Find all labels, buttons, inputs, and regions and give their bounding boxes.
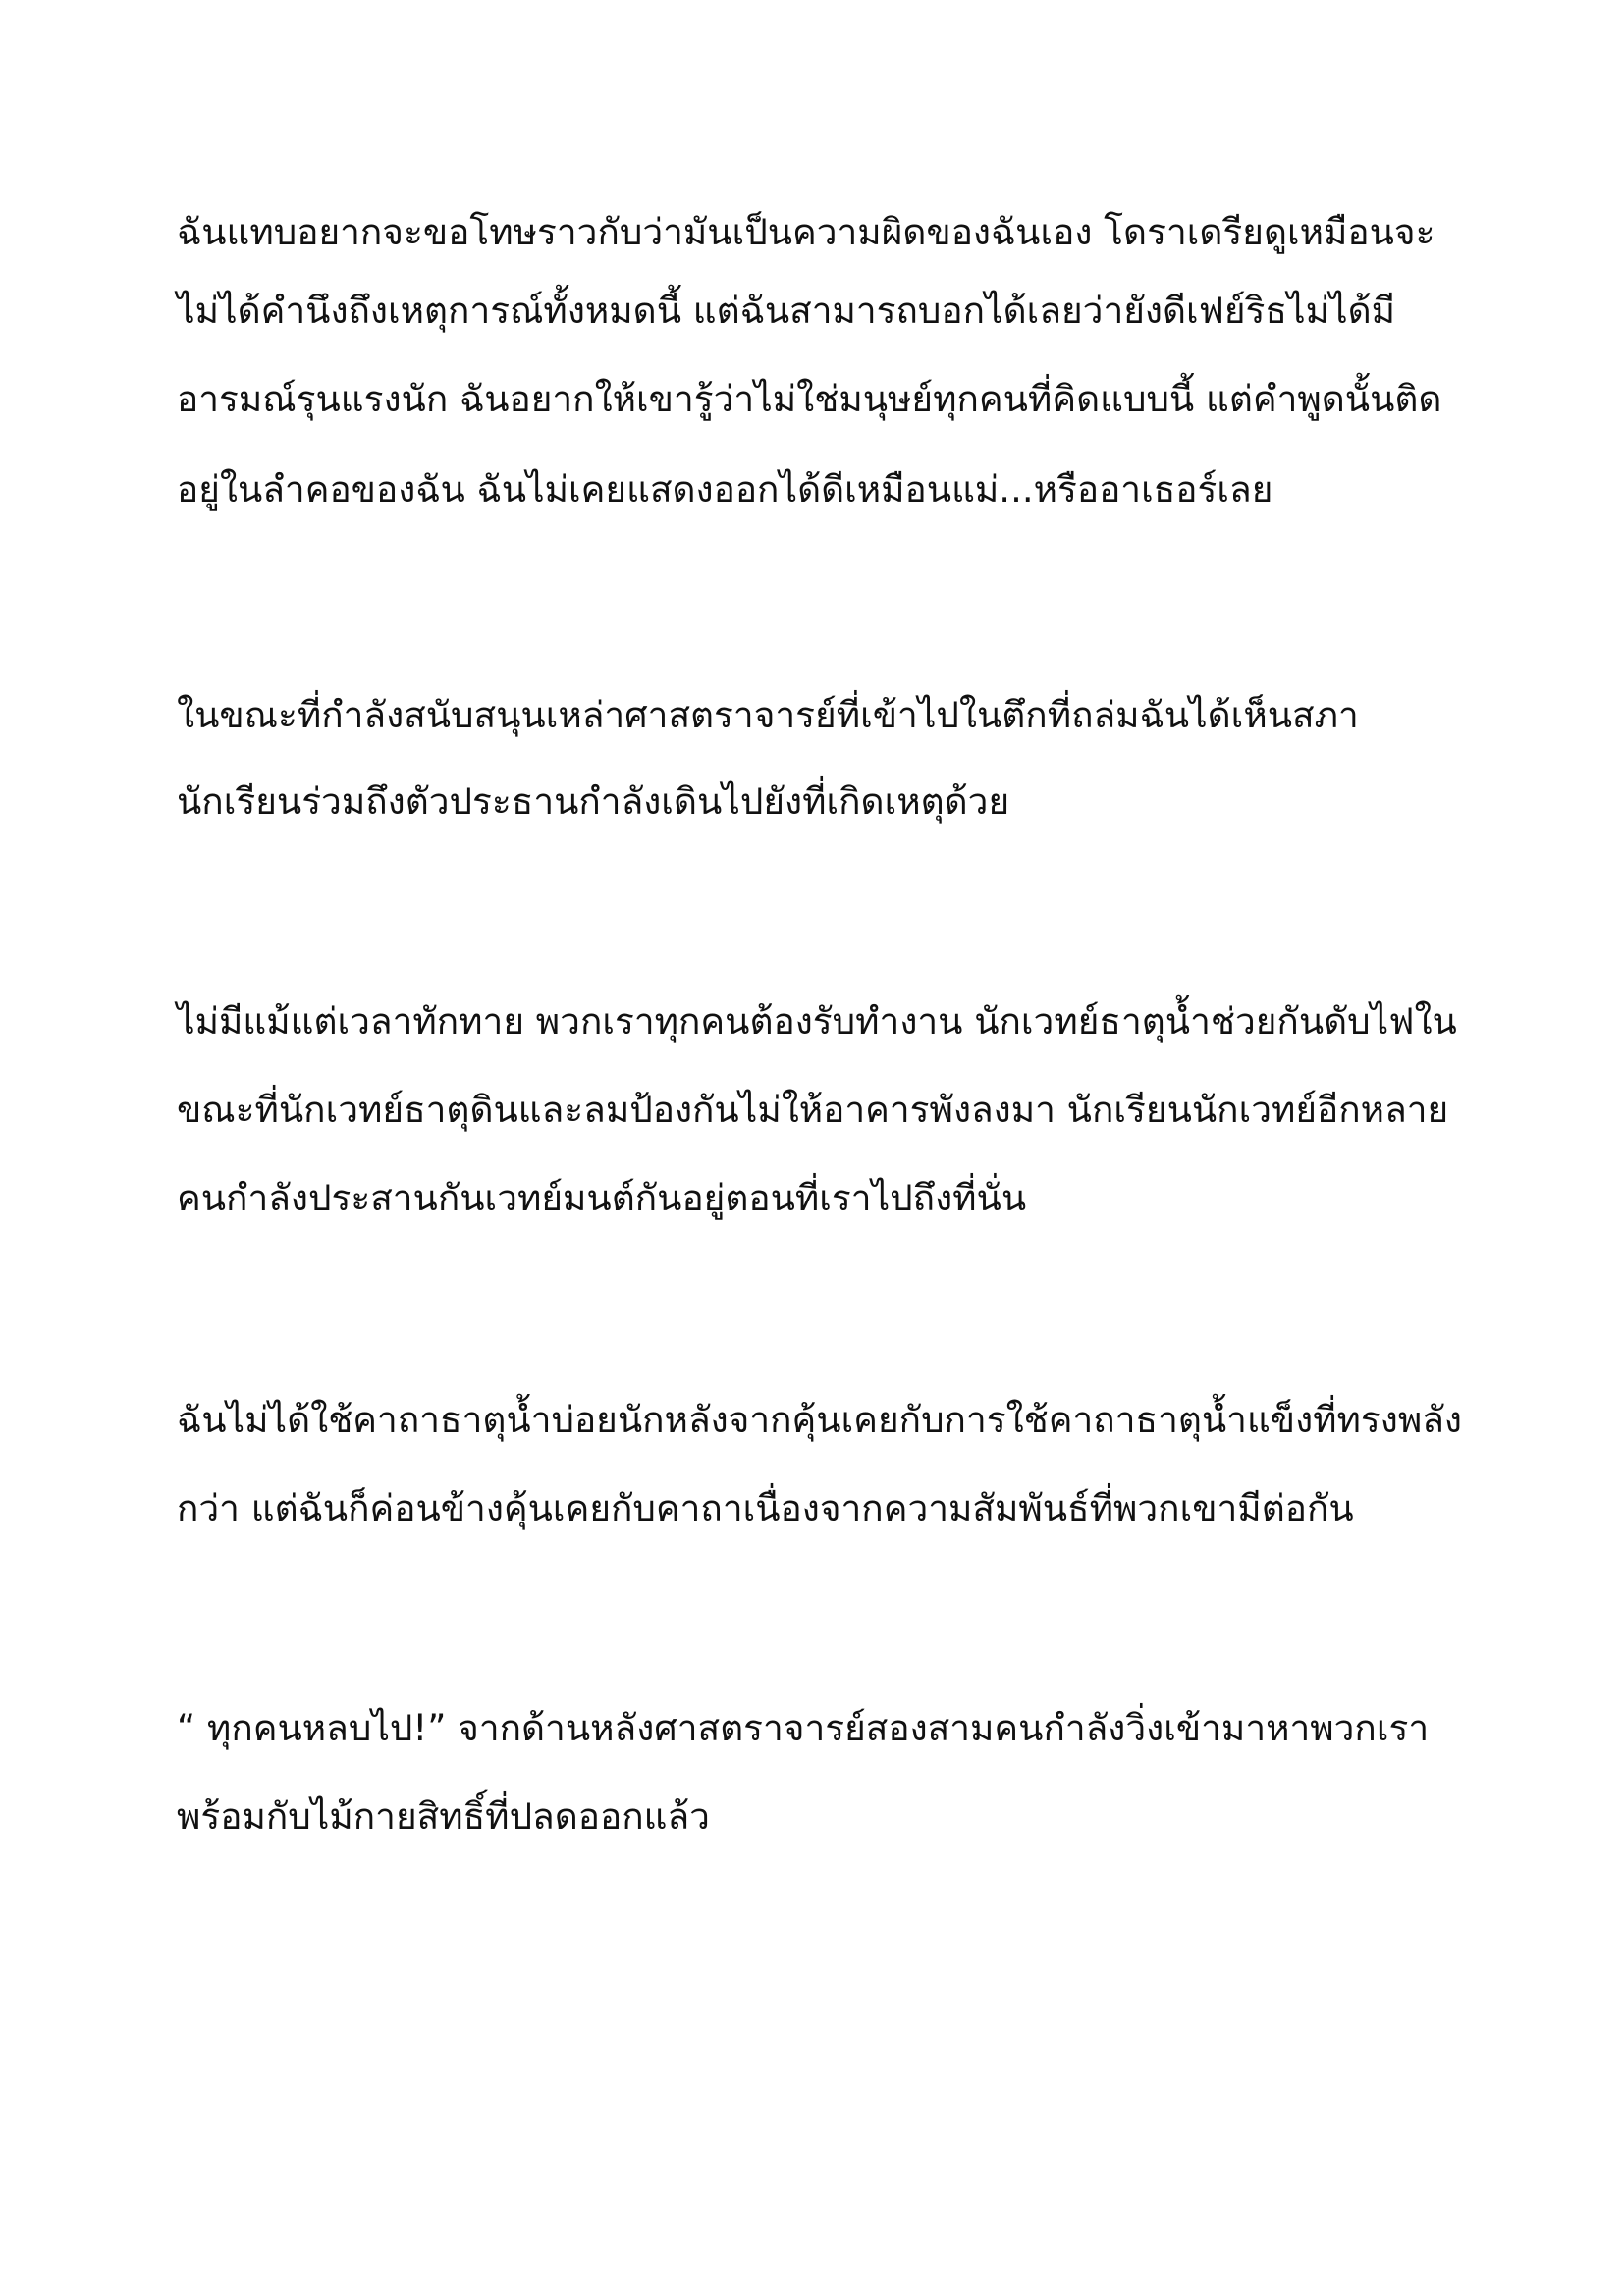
paragraph-2-line-2: นักเรียนร่วมถึงตัวประธานกำลังเดินไปยังที่เกิดเหตุด้วย <box>177 780 1010 823</box>
paragraph-1-line-4: อยู่ในลำคอของฉัน ฉันไม่เคยแสดงออกได้ดีเหมือนแม่...หรืออาเธอร์เลย <box>177 468 1273 510</box>
paragraph-3-line-3: คนกำลังประสานกันเวทย์มนต์กันอยู่ตอนที่เราไปถึงที่นั่น <box>177 1177 1027 1219</box>
paragraph-5-line-1: “ ทุกคนหลบไป!” จากด้านหลังศาสตราจารย์สองสามคนกำลังวิ่งเข้ามาหาพวกเรา <box>177 1707 1430 1749</box>
paragraph-5-line-2: พร้อมกับไม้กายสิทธิ์ที่ปลดออกแล้ว <box>177 1795 710 1838</box>
paragraph-1-line-3: อารมณ์รุนแรงนัก ฉันอยากให้เขารู้ว่าไม่ใช่มนุษย์ทุกคนที่คิดแบบนี้ แต่คำพูดนั้นติด <box>177 378 1442 420</box>
paragraph-1-line-1: ฉันแทบอยากจะขอโทษราวกับว่ามันเป็นความผิดของฉันเอง โดราเดรียดูเหมือนจะ <box>177 211 1435 253</box>
paragraph-4-line-2: กว่า แต่ฉันก็ค่อนข้างคุ้นเคยกับคาถาเนื่องจากความสัมพันธ์ที่พวกเขามีต่อกัน <box>177 1487 1354 1529</box>
paragraph-3-line-2: ขณะที่นักเวทย์ธาตุดินและลมป้องกันไม่ให้อาคารพังลงมา นักเรียนนักเวทย์อีกหลาย <box>177 1089 1449 1131</box>
paragraph-3-line-1: ไม่มีแม้แต่เวลาทักทาย พวกเราทุกคนต้องรับทำงาน นักเวทย์ธาตุน้ำช่วยกันดับไฟใน <box>177 1000 1457 1042</box>
paragraph-2-line-1: ในขณะที่กำลังสนับสนุนเหล่าศาสตราจารย์ที่เข้าไปในตึกที่ถล่มฉันได้เห็นสภา <box>177 694 1359 736</box>
paragraph-4-line-1: ฉันไม่ได้ใช้คาถาธาตุน้ำบ่อยนักหลังจากคุ้นเคยกับการใช้คาถาธาตุน้ำแข็งที่ทรงพลัง <box>177 1399 1463 1441</box>
paragraph-1-line-2: ไม่ได้คำนึงถึงเหตุการณ์ทั้งหมดนี้ แต่ฉันสามารถบอกได้เลยว่ายังดีเฟย์ริธไม่ได้มี <box>177 290 1395 332</box>
